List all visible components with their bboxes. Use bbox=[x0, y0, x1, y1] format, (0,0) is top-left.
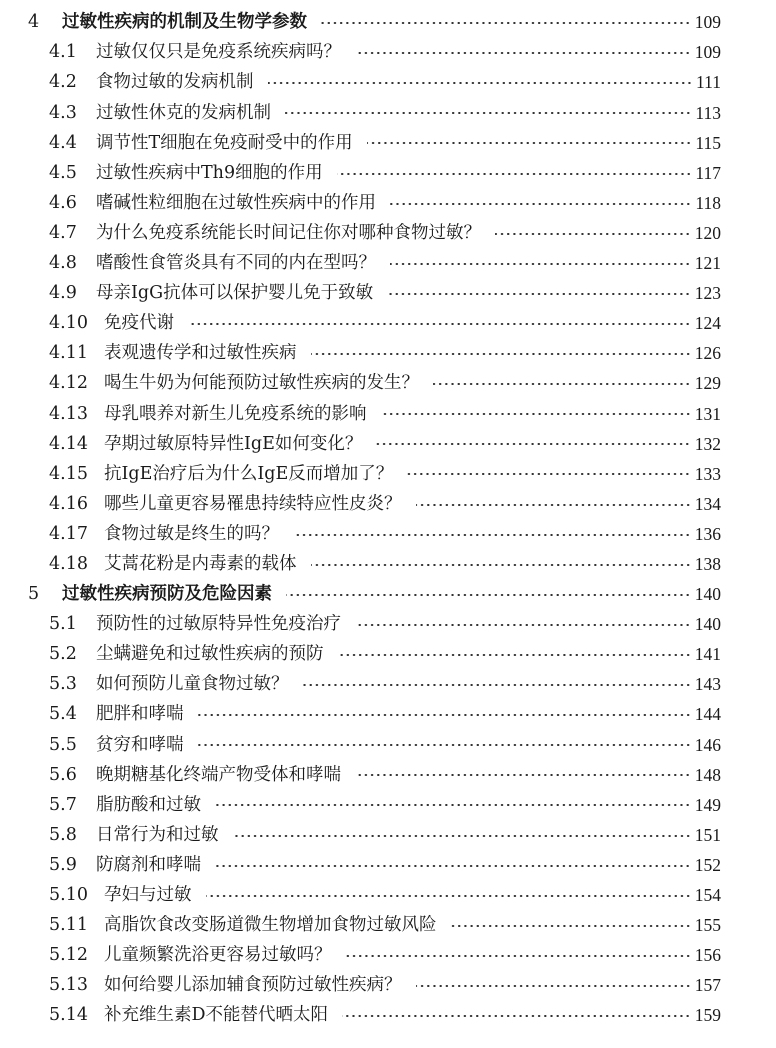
toc-entry-number: 4.10 bbox=[49, 313, 88, 334]
dot-leader bbox=[338, 654, 691, 656]
toc-entry-number: 4.5 bbox=[49, 162, 77, 183]
toc-entry-page-number: 141 bbox=[694, 644, 721, 665]
toc-entry-title: 嗜碱性粒细胞在过敏性疾病中的作用 bbox=[96, 192, 376, 213]
toc-entry-title: 食物过敏的发病机制 bbox=[96, 72, 254, 93]
toc-entry-page-number: 157 bbox=[694, 975, 721, 996]
toc-entry-title: 防腐剂和哮喘 bbox=[96, 854, 201, 875]
toc-entry-number: 4 bbox=[28, 12, 40, 33]
toc-entry-title: 哪些儿童更容易罹患持续特应性皮炎？ bbox=[104, 493, 402, 514]
toc-section-row bbox=[0, 911, 776, 941]
toc-entry-title: 过敏性疾病预防及危险因素 bbox=[62, 584, 272, 605]
dot-leader bbox=[390, 203, 691, 205]
toc-entry-number: 4.15 bbox=[49, 463, 88, 484]
toc-entry-page-number: 126 bbox=[694, 343, 721, 364]
toc-entry-number: 5.1 bbox=[49, 614, 77, 635]
toc-entry-number: 4.9 bbox=[49, 283, 77, 304]
toc-entry-title: 表观遗传学和过敏性疾病 bbox=[104, 343, 297, 364]
toc-entry-number: 4.14 bbox=[49, 433, 88, 454]
toc-entry-number: 5.13 bbox=[49, 975, 88, 996]
toc-entry-number: 4.6 bbox=[49, 192, 77, 213]
toc-section-row bbox=[0, 1001, 776, 1031]
toc-entry-number: 5.5 bbox=[49, 734, 77, 755]
toc-entry-number: 5.3 bbox=[49, 674, 77, 695]
toc-entry-title: 艾蒿花粉是内毒素的载体 bbox=[104, 553, 297, 574]
toc-entry-title: 如何给婴儿添加辅食预防过敏性疾病？ bbox=[104, 975, 402, 996]
toc-section-row bbox=[0, 790, 776, 820]
toc-entry-page-number: 152 bbox=[694, 854, 721, 875]
toc-entry-title: 日常行为和过敏 bbox=[96, 824, 219, 845]
toc-entry-number: 5.10 bbox=[49, 885, 88, 906]
toc-entry-page-number: 138 bbox=[694, 553, 721, 574]
toc-entry-page-number: 140 bbox=[694, 614, 721, 635]
toc-section-row bbox=[0, 821, 776, 851]
toc-entry-number: 4.2 bbox=[49, 72, 77, 93]
toc-entry-page-number: 156 bbox=[694, 945, 721, 966]
dot-leader bbox=[198, 744, 691, 746]
toc-entry-number: 4.16 bbox=[49, 493, 88, 514]
toc-entry-page-number: 132 bbox=[694, 433, 721, 454]
dot-leader bbox=[215, 804, 691, 806]
dot-leader bbox=[206, 895, 691, 897]
toc-section-row bbox=[0, 429, 776, 459]
toc-entry-title: 补充维生素D不能替代晒太阳 bbox=[104, 1005, 329, 1026]
toc-section-row bbox=[0, 670, 776, 700]
toc-entry-title: 喝生牛奶为何能预防过敏性疾病的发生？ bbox=[104, 373, 419, 394]
toc-entry-number: 5 bbox=[28, 584, 40, 605]
dot-leader bbox=[311, 564, 691, 566]
toc-entry-number: 5.7 bbox=[49, 794, 77, 815]
toc-entry-number: 5.14 bbox=[49, 1005, 88, 1026]
toc-entry-page-number: 140 bbox=[694, 584, 721, 605]
dot-leader bbox=[433, 383, 691, 385]
toc-section-row bbox=[0, 38, 776, 68]
toc-section-row bbox=[0, 128, 776, 158]
toc-entry-page-number: 118 bbox=[695, 192, 721, 213]
toc-entry-page-number: 113 bbox=[695, 102, 721, 123]
dot-leader bbox=[355, 774, 691, 776]
toc-entry-number: 4.18 bbox=[49, 553, 88, 574]
toc-entry-title: 食物过敏是终生的吗？ bbox=[104, 523, 279, 544]
toc-entry-title: 母亲IgG抗体可以保护婴儿免于致敏 bbox=[96, 283, 374, 304]
dot-leader bbox=[355, 52, 691, 54]
toc-entry-page-number: 131 bbox=[694, 403, 721, 424]
dot-leader bbox=[355, 624, 691, 626]
toc-entry-title: 嗜酸性食管炎具有不同的内在型吗？ bbox=[96, 253, 376, 274]
toc-entry-page-number: 123 bbox=[694, 283, 721, 304]
toc-section-row bbox=[0, 68, 776, 98]
toc-entry-number: 5.2 bbox=[49, 644, 77, 665]
toc-entry-title: 为什么免疫系统能长时间记住你对哪种食物过敏？ bbox=[96, 222, 481, 243]
toc-entry-number: 5.6 bbox=[49, 764, 77, 785]
toc-entry-page-number: 134 bbox=[694, 493, 721, 514]
toc-chapter-row bbox=[0, 8, 776, 38]
dot-leader bbox=[188, 323, 691, 325]
dot-leader bbox=[293, 534, 691, 536]
toc-section-row bbox=[0, 971, 776, 1001]
toc-entry-number: 4.17 bbox=[49, 523, 88, 544]
dot-leader bbox=[376, 443, 690, 445]
toc-entry-title: 儿童频繁洗浴更容易过敏吗？ bbox=[104, 945, 332, 966]
toc-entry-page-number: 121 bbox=[694, 253, 721, 274]
dot-leader bbox=[416, 504, 691, 506]
toc-entry-title: 脂肪酸和过敏 bbox=[96, 794, 201, 815]
toc-entry-title: 尘螨避免和过敏性疾病的预防 bbox=[96, 644, 324, 665]
toc-entry-title: 孕妇与过敏 bbox=[104, 885, 192, 906]
dot-leader bbox=[268, 82, 693, 84]
toc-section-row bbox=[0, 399, 776, 429]
dot-leader bbox=[233, 835, 691, 837]
toc-section-row bbox=[0, 610, 776, 640]
toc-entry-number: 4.3 bbox=[49, 102, 77, 123]
dot-leader bbox=[311, 353, 691, 355]
dot-leader bbox=[416, 985, 691, 987]
toc-entry-number: 4.4 bbox=[49, 132, 77, 153]
dot-leader bbox=[215, 865, 691, 867]
toc-entry-page-number: 144 bbox=[694, 704, 721, 725]
toc-chapter-row bbox=[0, 580, 776, 610]
toc-entry-title: 晚期糖基化终端产物受体和哮喘 bbox=[96, 764, 341, 785]
toc-entry-page-number: 143 bbox=[694, 674, 721, 695]
dot-leader bbox=[367, 142, 692, 144]
toc-entry-number: 5.4 bbox=[49, 704, 77, 725]
toc-entry-page-number: 154 bbox=[694, 885, 721, 906]
toc-section-row bbox=[0, 98, 776, 128]
toc-entry-page-number: 148 bbox=[694, 764, 721, 785]
dot-leader bbox=[390, 263, 691, 265]
table-of-contents bbox=[0, 8, 776, 1031]
toc-section-row bbox=[0, 459, 776, 489]
toc-section-row bbox=[0, 730, 776, 760]
dot-leader bbox=[285, 112, 691, 114]
dot-leader bbox=[337, 173, 692, 175]
toc-entry-page-number: 111 bbox=[696, 72, 721, 93]
toc-entry-page-number: 115 bbox=[695, 132, 721, 153]
toc-section-row bbox=[0, 309, 776, 339]
toc-entry-page-number: 109 bbox=[694, 12, 721, 33]
toc-entry-title: 母乳喂养对新生儿免疫系统的影响 bbox=[104, 403, 367, 424]
toc-section-row bbox=[0, 550, 776, 580]
dot-leader bbox=[321, 22, 691, 24]
dot-leader bbox=[495, 233, 691, 235]
dot-leader bbox=[303, 684, 691, 686]
toc-entry-number: 5.8 bbox=[49, 824, 77, 845]
toc-entry-page-number: 155 bbox=[694, 915, 721, 936]
toc-entry-number: 4.8 bbox=[49, 253, 77, 274]
toc-section-row bbox=[0, 760, 776, 790]
toc-section-row bbox=[0, 249, 776, 279]
toc-entry-page-number: 159 bbox=[694, 1005, 721, 1026]
toc-entry-number: 5.11 bbox=[49, 915, 88, 936]
dot-leader bbox=[451, 925, 691, 927]
toc-entry-number: 4.12 bbox=[49, 373, 88, 394]
toc-entry-title: 肥胖和哮喘 bbox=[96, 704, 184, 725]
toc-section-row bbox=[0, 219, 776, 249]
toc-entry-title: 如何预防儿童食物过敏？ bbox=[96, 674, 289, 695]
toc-entry-title: 过敏性疾病中Th9细胞的作用 bbox=[96, 162, 323, 183]
toc-section-row bbox=[0, 881, 776, 911]
toc-section-row bbox=[0, 279, 776, 309]
toc-section-row bbox=[0, 369, 776, 399]
toc-entry-title: 孕期过敏原特异性IgE如何变化？ bbox=[104, 433, 363, 454]
toc-entry-number: 4.7 bbox=[49, 222, 77, 243]
toc-entry-title: 过敏性疾病的机制及生物学参数 bbox=[62, 12, 307, 33]
toc-section-row bbox=[0, 700, 776, 730]
toc-entry-title: 预防性的过敏原特异性免疫治疗 bbox=[96, 614, 341, 635]
dot-leader bbox=[407, 473, 690, 475]
toc-section-row bbox=[0, 158, 776, 188]
dot-leader bbox=[286, 594, 691, 596]
dot-leader bbox=[346, 955, 691, 957]
toc-entry-page-number: 133 bbox=[694, 463, 721, 484]
toc-section-row bbox=[0, 520, 776, 550]
toc-entry-title: 免疫代谢 bbox=[104, 313, 174, 334]
dot-leader bbox=[381, 413, 691, 415]
toc-entry-number: 4.1 bbox=[49, 42, 77, 63]
toc-section-row bbox=[0, 189, 776, 219]
toc-section-row bbox=[0, 490, 776, 520]
toc-section-row bbox=[0, 339, 776, 369]
toc-entry-page-number: 117 bbox=[695, 162, 721, 183]
toc-entry-title: 高脂饮食改变肠道微生物增加食物过敏风险 bbox=[104, 915, 437, 936]
toc-entry-page-number: 151 bbox=[694, 824, 721, 845]
toc-entry-page-number: 124 bbox=[694, 313, 721, 334]
toc-entry-page-number: 120 bbox=[694, 222, 721, 243]
dot-leader bbox=[342, 1015, 691, 1017]
toc-entry-number: 5.12 bbox=[49, 945, 88, 966]
toc-entry-page-number: 149 bbox=[694, 794, 721, 815]
toc-entry-title: 过敏仅仅只是免疫系统疾病吗？ bbox=[96, 42, 341, 63]
toc-entry-page-number: 109 bbox=[694, 42, 721, 63]
toc-entry-page-number: 129 bbox=[694, 373, 721, 394]
toc-entry-number: 5.9 bbox=[49, 854, 77, 875]
toc-entry-title: 抗IgE治疗后为什么IgE反而增加了？ bbox=[104, 463, 394, 484]
toc-entry-number: 4.11 bbox=[49, 343, 88, 364]
toc-section-row bbox=[0, 851, 776, 881]
toc-entry-number: 4.13 bbox=[49, 403, 88, 424]
toc-entry-title: 过敏性休克的发病机制 bbox=[96, 102, 271, 123]
toc-section-row bbox=[0, 640, 776, 670]
toc-entry-title: 调节性T细胞在免疫耐受中的作用 bbox=[96, 132, 353, 153]
dot-leader bbox=[198, 714, 691, 716]
toc-entry-page-number: 146 bbox=[694, 734, 721, 755]
dot-leader bbox=[387, 293, 691, 295]
toc-entry-title: 贫穷和哮喘 bbox=[96, 734, 184, 755]
toc-section-row bbox=[0, 941, 776, 971]
toc-entry-page-number: 136 bbox=[694, 523, 721, 544]
